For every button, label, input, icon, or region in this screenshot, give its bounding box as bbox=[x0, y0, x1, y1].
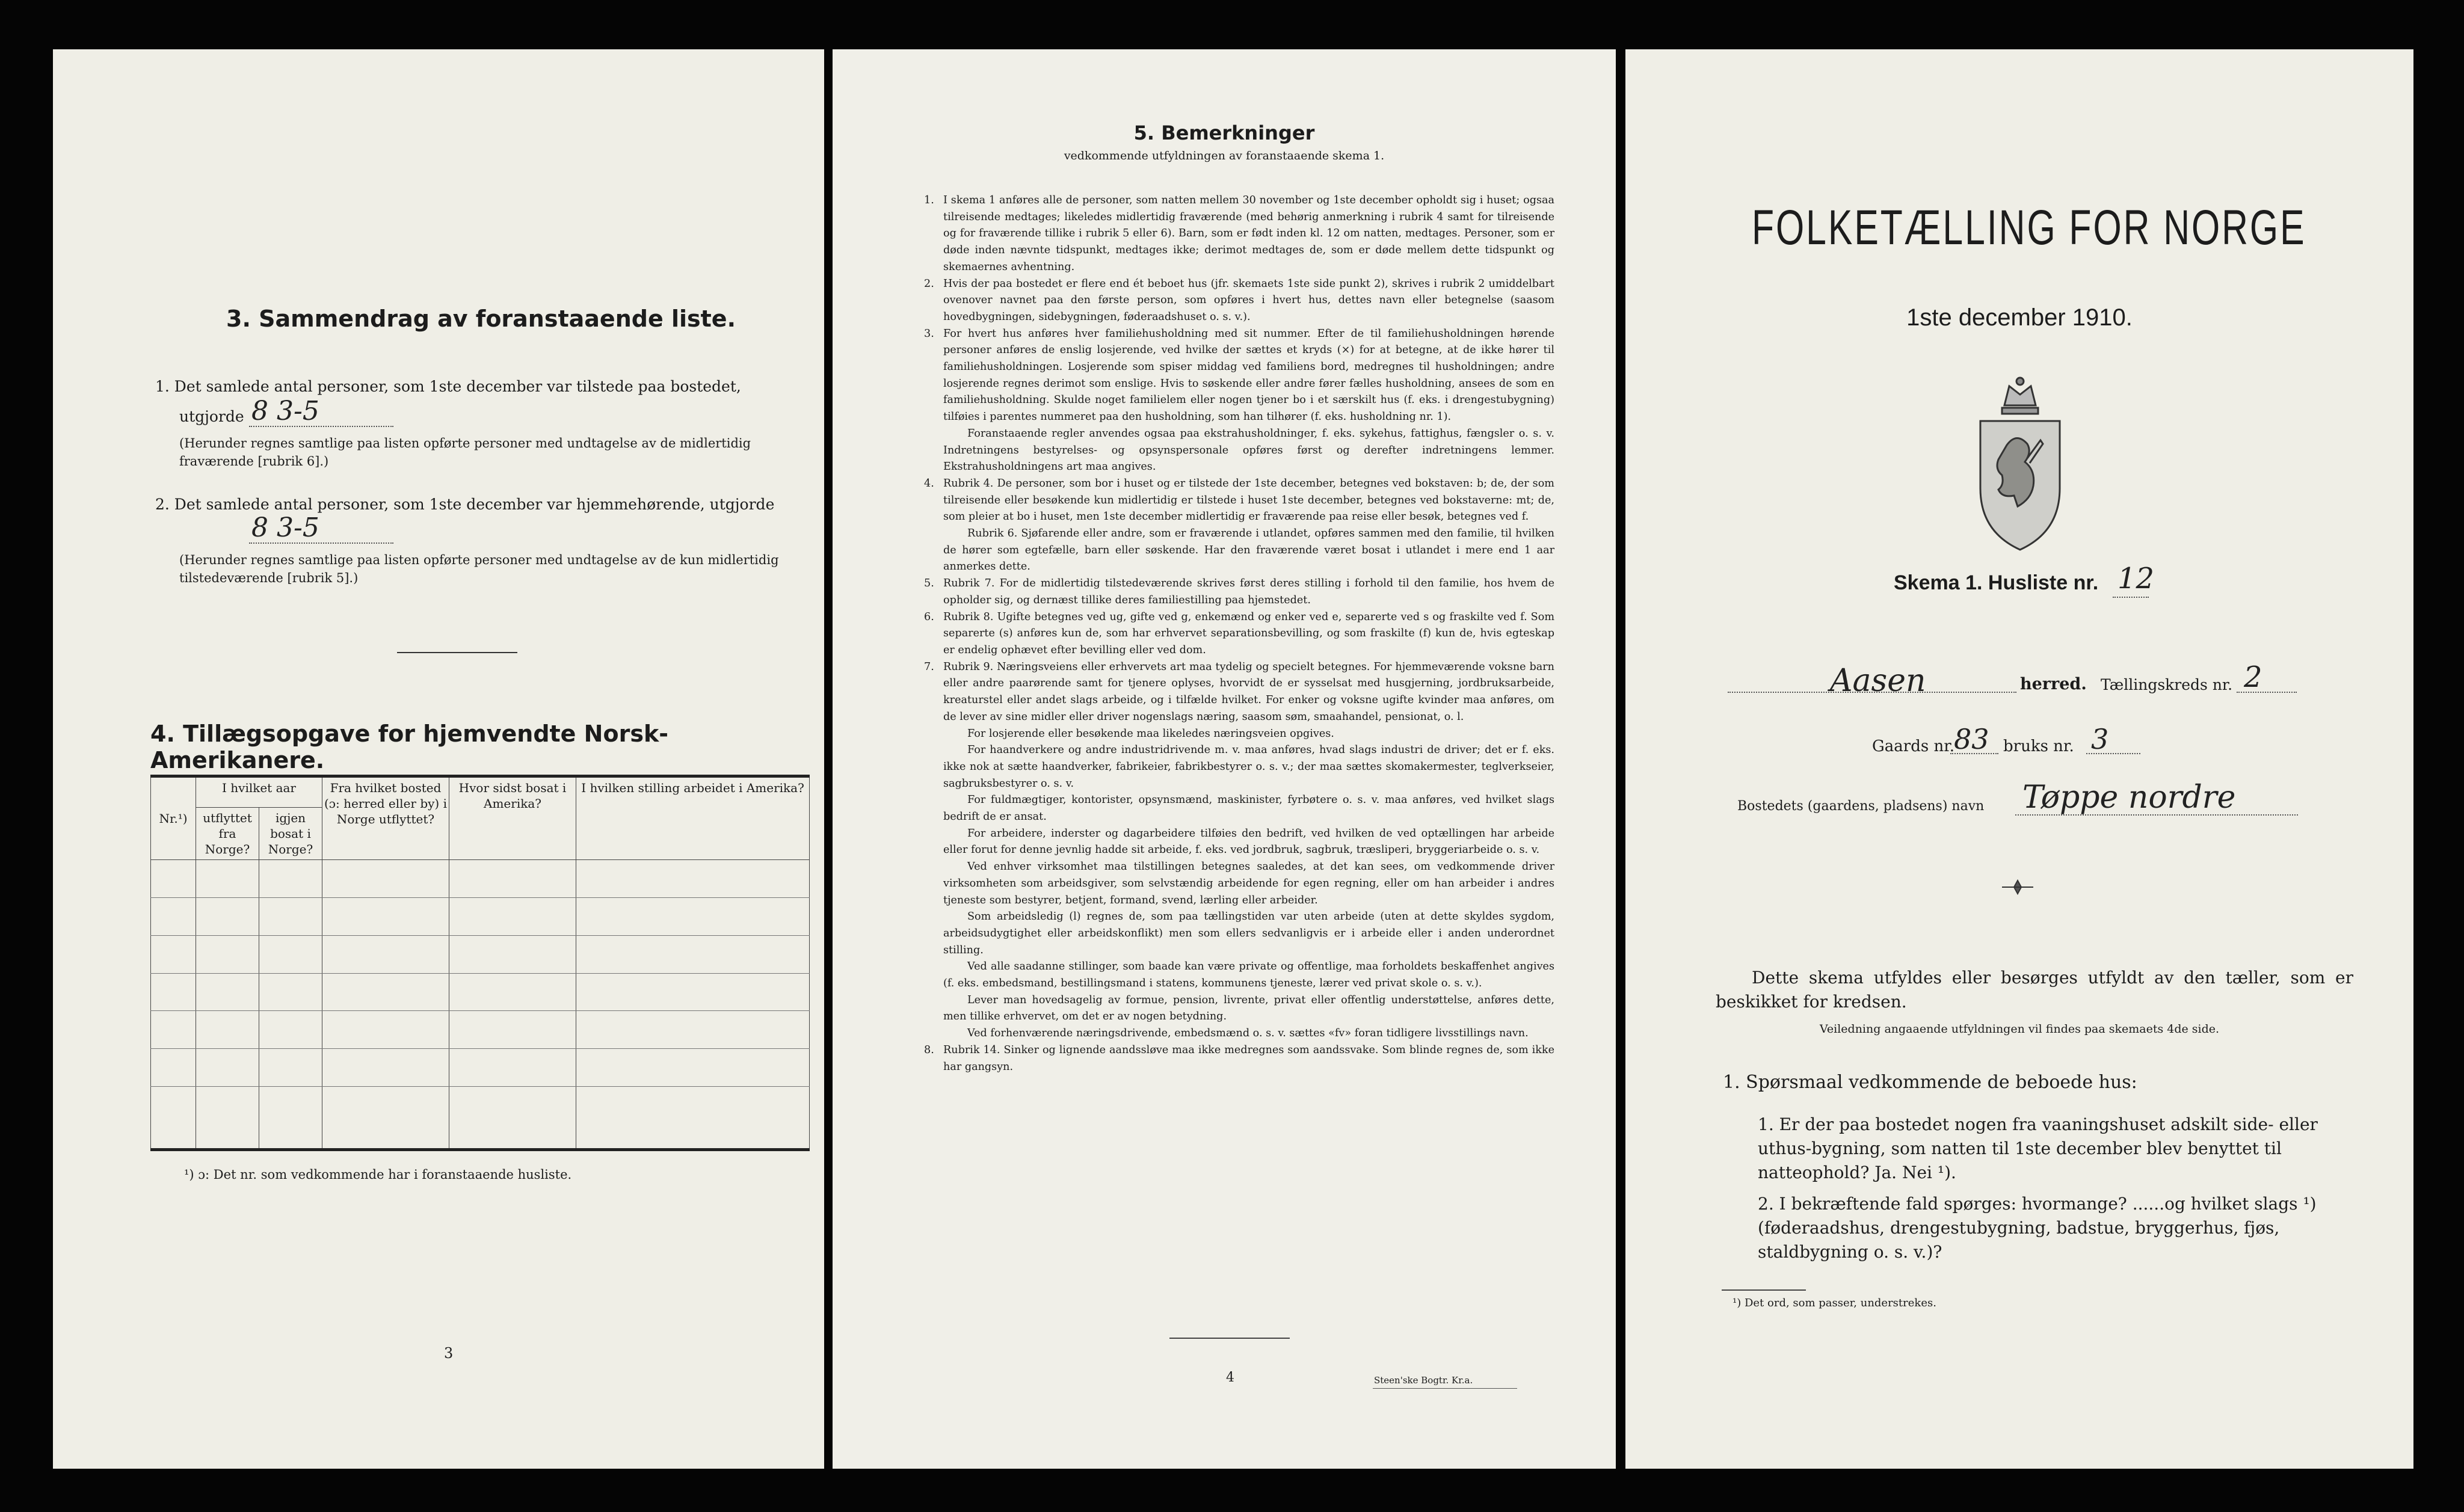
col-igjen: igjen bosat i Norge? bbox=[259, 808, 322, 860]
bosted-name: Tøppe nordre bbox=[2022, 779, 2236, 816]
cover-footnote: ¹) Det ord, som passer, understrekes. bbox=[1732, 1297, 1936, 1309]
divider bbox=[397, 652, 517, 653]
middle-page bbox=[833, 49, 1616, 1469]
bruks-label: bruks nr. bbox=[2003, 737, 2074, 755]
value-line bbox=[2237, 692, 2297, 693]
col-nr: Nr.¹) bbox=[151, 776, 196, 860]
summary-item-2-note: (Herunder regnes samtlige paa listen opførte personer med undtagelse av de kun midlertidig tilstedeværende [rubrik 5].) bbox=[179, 553, 779, 585]
instruction-text: Dette skema utfyldes eller besørges utfyldt av den tæller, som er beskikket for kredsen. bbox=[1716, 968, 2353, 1012]
summary-item-1-value: 8 3-5 bbox=[251, 396, 319, 426]
remark-paragraph: 2. Hvis der paa bostedet er flere end ét beboet hus (jfr. skemaets 1ste side punkt 2), skrives i rubrik 2 umiddelbart ovenover navnet paa den første person, som opføres i hvert hus, dettes navn eller betegnelse (saasom hovedbygningen, sidebygningen, føderaadshuset o. s. v.). bbox=[924, 277, 1554, 323]
divider bbox=[1169, 1338, 1290, 1339]
norway-coat-of-arms-icon bbox=[1967, 374, 2073, 555]
remark-paragraph: 6. Rubrik 8. Ugifte betegnes ved ug, gifte ved g, enkemænd og enker ved e, separerte ved s og fraskilte ved f. Som separerte (s) anføres kun de, som har erhvervet separationsbevilling, og som fraskilte (f) kun de, hvis egteskap er endelig ophævet efter bevilling eller ved dom. bbox=[924, 610, 1554, 656]
remark-paragraph: For arbeidere, inderster og dagarbeidere tilføies den bedrift, ved hvilken de ved optællingen har arbeide eller forut for denne jevnlig hadde sit arbeide, f. eks. ved jordbruk, sagbruk, træsliperi, bryggeriarbeide o. s. v. bbox=[943, 827, 1554, 856]
ornament-icon bbox=[2000, 878, 2036, 896]
skema-label: Skema 1. Husliste nr. bbox=[1894, 571, 2099, 594]
col-group-aar: I hvilket aar bbox=[196, 776, 322, 808]
remark-paragraph: For haandverkere og andre industridrivende m. v. maa anføres, hvad slags industri de driver; det er f. eks. ikke nok at sætte haandverker, fabrikeier, fabrikbestyrer o. s. v.; der maa sættes skomakermester, teglverkseier, sagbruksbestyrer o. s. v. bbox=[943, 744, 1554, 790]
value-line bbox=[2015, 814, 2298, 816]
printer-credit: Steen'ske Bogtr. Kr.a. bbox=[1374, 1375, 1473, 1386]
bruks-number: 3 bbox=[2091, 723, 2109, 755]
left-page bbox=[53, 49, 824, 1469]
question-1: 1. Er der paa bostedet nogen fra vaaningshuset adskilt side- eller uthus-bygning, som natten til 1ste december blev benyttet til natteophold? Ja. Nei ¹). bbox=[1758, 1114, 2318, 1182]
remark-paragraph: 4. Rubrik 4. De personer, som bor i huset og er tilstede der 1ste december, betegnes ved bokstaven: b; de, der som tilreisende eller besøkende kun midlertidig er tilstede i huset 1ste december, betegnes ved bokstaverne: mt; de, som pleier at bo i huset, men 1ste december midlertidig er fraværende paa reise eller besøk, betegnes ved f. bbox=[924, 477, 1554, 523]
remark-paragraph: 8. Rubrik 14. Sinker og lignende aandssløve maa ikke medregnes som aandssvake. Som blinde regnes de, som ikke har gangsyn. bbox=[924, 1043, 1554, 1073]
remarks-body bbox=[924, 192, 1554, 1075]
remark-paragraph: Ved alle saadanne stillinger, som baade kan være private og offentlige, maa forholdets beskaffenhet angives (f. eks. embedsmand, bestillingsmand i statens, kommunens tjeneste, lærer ved privat skole o. s. v.). bbox=[943, 960, 1554, 990]
table-row bbox=[151, 1087, 810, 1150]
summary-item-1-note: (Herunder regnes samtlige paa listen opførte personer med undtagelse av de midlertidig fraværende [rubrik 6].) bbox=[179, 436, 751, 469]
section3-title: 3. Sammendrag av foranstaaende liste. bbox=[226, 306, 736, 332]
value-line bbox=[2086, 753, 2140, 754]
remark-paragraph: Rubrik 6. Sjøfarende eller andre, som er fraværende i utlandet, opføres sammen med den familie, til hvilken de hører som egtefælle, barn eller søskende. Har den fraværende været bosat i utlandet i mere end 1 aar anmerkes dette. bbox=[943, 527, 1554, 573]
remark-paragraph: Foranstaaende regler anvendes ogsaa paa ekstrahusholdninger, f. eks. sykehus, fattighus, fængsler o. s. v. Indretningens bestyrelses- og opsynspersonale opføres først og derefter indretningens lemmer. Ekstrahusholdningens art maa angives. bbox=[943, 427, 1554, 473]
gaards-label: Gaards nr. bbox=[1872, 737, 1955, 755]
remark-paragraph: 7. Rubrik 9. Næringsveiens eller erhvervets art maa tydelig og specielt betegnes. For hjemmeværende voksne barn eller andre paarørende samt for tjenere oplyses, hvorvidt de er sysselsat med husgjerning, jordbruksarbeide, kreaturstel eller andet slags arbeide, og i tilfælde hvilket. For enker og voksne ugifte kvinder maa anføres, om de lever av sine midler eller driver nogenslags næring, saasom søm, smaahandel, pensionat, o. l. bbox=[924, 660, 1554, 723]
col-hvor: Hvor sidst bosat i Amerika? bbox=[449, 776, 576, 860]
remark-paragraph: Som arbeidsledig (l) regnes de, som paa tællingstiden var uten arbeide (uten at dette skyldes sygdom, arbeidsudygtighet eller arbeidskonflikt) men som ellers sedvanligvis er i arbeide eller i anden underordnet stilling. bbox=[943, 911, 1554, 956]
cover-date: 1ste december 1910. bbox=[1906, 304, 2133, 331]
husliste-number: 12 bbox=[2118, 562, 2155, 595]
table-footnote: ¹) ɔ: Det nr. som vedkommende har i foranstaaende husliste. bbox=[184, 1167, 572, 1182]
summary-item-1: 1. Det samlede antal personer, som 1ste december var tilstede paa bostedet, bbox=[155, 378, 741, 395]
table-row bbox=[151, 973, 810, 1011]
summary-item-2: 2. Det samlede antal personer, som 1ste december var hjemmehørende, utgjorde bbox=[155, 496, 775, 513]
value-line bbox=[249, 542, 393, 544]
question-2: 2. I bekræftende fald spørges: hvormange? ......og hvilket slags ¹) (føderaadshus, drengestubygning, badstue, bryggerhus, fjøs, staldbygning o. s. v.)? bbox=[1758, 1194, 2317, 1262]
table-row bbox=[151, 860, 810, 898]
value-line bbox=[249, 426, 393, 427]
cover-title: FOLKETÆLLING FOR NORGE bbox=[1752, 200, 2306, 255]
value-line bbox=[1950, 753, 1998, 754]
table-row bbox=[151, 897, 810, 935]
cover-page bbox=[1625, 49, 2413, 1469]
remarks-subtitle: vedkommende utfyldningen av foranstaaende skema 1. bbox=[1064, 149, 1385, 162]
bosted-label: Bostedets (gaardens, pladsens) navn bbox=[1737, 799, 1985, 814]
divider bbox=[1722, 1289, 1806, 1291]
remark-paragraph: Ved forhenværende næringsdrivende, embedsmænd o. s. v. sættes «fv» foran tidligere livsstillings navn. bbox=[967, 1027, 1529, 1040]
summary-item-1-prefix: utgjorde bbox=[179, 408, 244, 425]
divider bbox=[1373, 1388, 1517, 1389]
summary-item-2-value: 8 3-5 bbox=[251, 512, 319, 543]
section4-title: 4. Tillægsopgave for hjemvendte Norsk-Amerikanere. bbox=[150, 721, 668, 773]
herred-name: Aasen bbox=[1830, 663, 1926, 699]
remark-paragraph: For fuldmægtiger, kontorister, opsynsmænd, maskinister, fyrbøtere o. s. v. maa anføres, ved hvilket slags bedrift de er ansat. bbox=[943, 794, 1554, 823]
kreds-number: 2 bbox=[2244, 660, 2262, 694]
questions-heading: 1. Spørsmaal vedkommende de beboede hus: bbox=[1723, 1072, 2137, 1093]
gaards-number: 83 bbox=[1954, 723, 1989, 755]
page-number: 4 bbox=[1226, 1370, 1234, 1385]
page-number: 3 bbox=[444, 1345, 454, 1362]
remark-paragraph: For losjerende eller besøkende maa likeledes næringsveien opgives. bbox=[967, 727, 1334, 740]
table-row bbox=[151, 935, 810, 973]
table-row bbox=[151, 1049, 810, 1087]
remark-paragraph: 1. I skema 1 anføres alle de personer, som natten mellem 30 november og 1ste december opholdt sig i huset; ogsaa tilreisende medtages; likeledes midlertidig fraværende (med behørig anmerkning i rubrik 4 samt for tilreisende og for fraværende tillike i rubrik 5 eller 6). Barn, som er født inden kl. 12 om natten, medtages. Personer, som er døde inden nævnte tidspunkt, medtages ikke; derimot medtages de, som er døde mellem dette tidspunkt og skemaernes avhentning. bbox=[924, 194, 1554, 273]
value-line bbox=[2113, 597, 2149, 598]
kreds-label: Tællingskreds nr. bbox=[2101, 676, 2233, 693]
remarks-title: 5. Bemerkninger bbox=[1133, 121, 1315, 144]
norsk-amerikanere-table bbox=[150, 775, 810, 1151]
col-fra: Fra hvilket bosted (ɔ: herred eller by) i Norge utflyttet? bbox=[322, 776, 449, 860]
table-row bbox=[151, 1011, 810, 1049]
col-stilling: I hvilken stilling arbeidet i Amerika? bbox=[576, 776, 810, 860]
remark-paragraph: 5. Rubrik 7. For de midlertidig tilstedeværende skrives først deres stilling i forhold til den familie, hos hvem de opholder sig, og dernæst tillike deres familiestilling paa hjemstedet. bbox=[924, 577, 1554, 606]
col-utflyttet: utflyttet fra Norge? bbox=[196, 808, 259, 860]
remark-paragraph: Lever man hovedsagelig av formue, pension, livrente, privat eller offentlig understøttelse, anføres dette, men tillike erhvervet, om det er av nogen betydning. bbox=[943, 994, 1554, 1023]
herred-label: herred. bbox=[2020, 675, 2087, 693]
instruction-note: Veiledning angaaende utfyldningen vil findes paa skemaets 4de side. bbox=[1819, 1022, 2220, 1036]
remark-paragraph: Ved enhver virksomhet maa tilstillingen betegnes saaledes, at det kan sees, om vedkommende driver virksomheten som arbeidsgiver, som selvstændig arbeidende for egen regning, eller om han arbeider i andres tjeneste som bestyrer, betjent, formand, svend, lærling eller arbeider. bbox=[943, 861, 1554, 906]
remark-paragraph: 3. For hvert hus anføres hver familiehusholdning med sit nummer. Efter de til familiehusholdningen hørende personer anføres de enslig losjerende, ved hvilke der sættes et kryds (×) for at betegne, at de ikke hører til familiehusholdningen. Losjerende som spiser middag ved familiens bord, medregnes til husholdningen; andre losjerende regnes derimot som enslige. Hvis to søskende eller andre fører fælles husholdning, ansees de som en familiehusholdning. Skulde noget familielem eller nogen tjener bo i et særskilt hus (f. eks. i drengestubygning) tilføies i parentes nummeret paa den husholdning, som han tilhører (f. eks. husholdning nr. 1). bbox=[924, 327, 1554, 423]
